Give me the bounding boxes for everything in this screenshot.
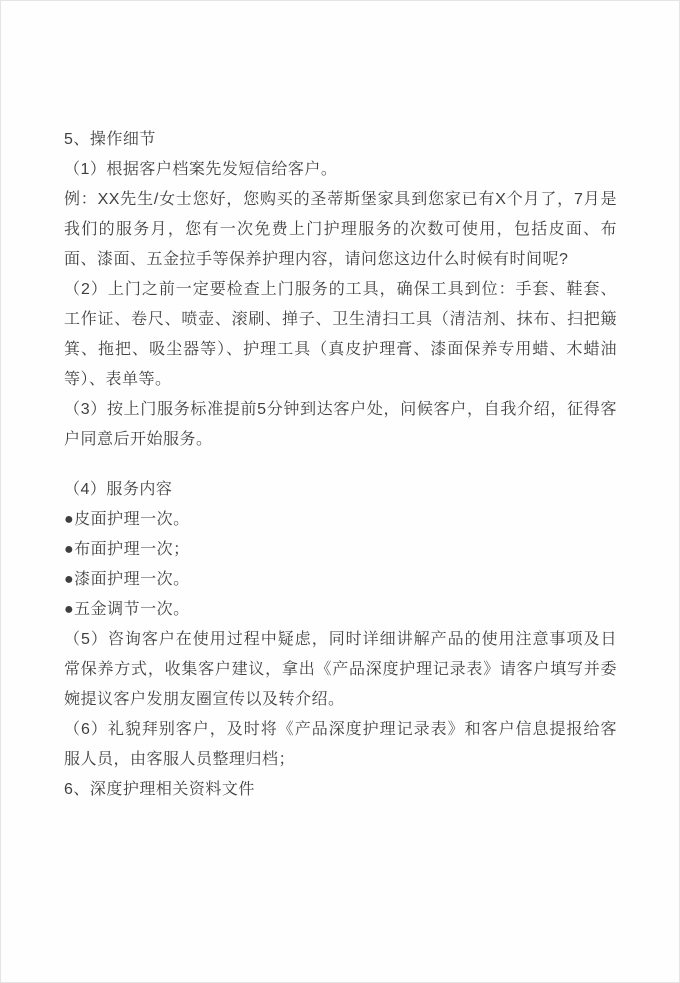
service-content-block: [64, 475, 617, 625]
section-5-item-2: （2）上门之前一定要检查上门服务的工具，确保工具到位：手套、鞋套、工作证、卷尺、喷壶、滚刷、掸子、卫生清扫工具（清洁剂、抹布、扫把簸箕、拖把、吸尘器等）、护理工具（真皮护理膏、漆面保养专用蜡、木蜡油等）、表单等。: [64, 281, 617, 388]
section-5-item-1: （1）根据客户档案先发短信给客户。: [64, 161, 338, 178]
section-5-item-6: （6）礼貌拜别客户，及时将《产品深度护理记录表》和客户信息提报给客服人员，由客服人员整理归档；: [64, 721, 617, 768]
section-6-heading: 6、深度护理相关资料文件: [64, 781, 255, 798]
bullet-fabric-care: ●布面护理一次；: [64, 541, 190, 558]
document-content: [1, 1, 679, 805]
section-5-item-3: （3）按上门服务标准提前5分钟到达客户处，问候客户，自我介绍，征得客户同意后开始服务。: [64, 401, 617, 448]
sms-example-paragraph: 例：XX先生/女士您好，您购买的圣蒂斯堡家具到您家已有X个月了，7月是我们的服务月，您有一次免费上门护理服务的次数可使用，包括皮面、布面、漆面、五金拉手等保养护理内容，请问您这边什么时候有时间呢?: [64, 191, 617, 268]
section-5-heading: 5、操作细节: [64, 131, 156, 148]
bullet-hardware-adjust: ●五金调节一次。: [64, 601, 190, 618]
section-5-item-5: （5）咨询客户在使用过程中疑虑，同时详细讲解产品的使用注意事项及日常保养方式，收集客户建议，拿出《产品深度护理记录表》请客户填写并委婉提议客户发朋友圈宣传以及转介绍。: [64, 631, 617, 708]
section-5-item-4-heading: （4）服务内容: [64, 481, 173, 498]
bullet-paint-care: ●漆面护理一次。: [64, 571, 190, 588]
bullet-leather-care: ●皮面护理一次。: [64, 511, 190, 528]
